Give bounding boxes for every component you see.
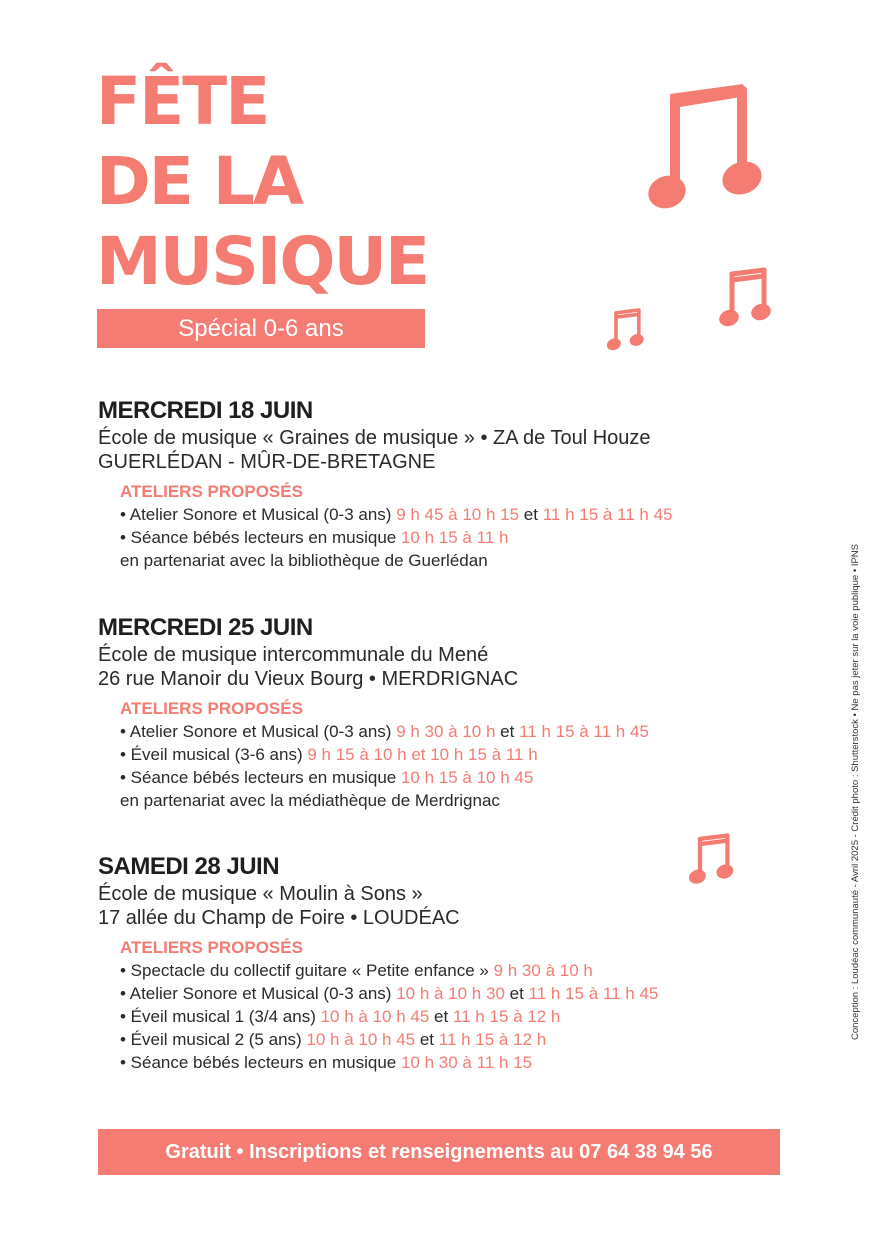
- partner-note: en partenariat avec la médiathèque de Merdrignac: [120, 791, 500, 810]
- workshop-list: [120, 480, 778, 572]
- workshop-item: • Éveil musical (3-6 ans) 9 h 15 à 10 h et 10 h 15 à 11 h: [120, 745, 538, 764]
- event-block: [98, 852, 778, 1074]
- partner-note: en partenariat avec la bibliothèque de Guerlédan: [120, 551, 488, 570]
- workshop-heading: ATELIERS PROPOSÉS: [120, 699, 303, 718]
- title-line-2: DE LA: [96, 143, 302, 220]
- event-location: GUERLÉDAN - MÛR-DE-BRETAGNE: [98, 451, 436, 473]
- subtitle-text: Spécial 0-6 ans: [178, 314, 344, 342]
- workshop-list: [120, 697, 778, 812]
- registration-banner: [98, 1129, 780, 1175]
- music-note-small-icon: [718, 266, 774, 330]
- subtitle-banner: [97, 309, 425, 348]
- workshop-list: [120, 936, 778, 1074]
- workshop-item: • Séance bébés lecteurs en musique 10 h 15 à 11 h: [120, 528, 509, 547]
- workshop-item: • Spectacle du collectif guitare « Petite enfance » 9 h 30 à 10 h: [120, 961, 593, 980]
- workshop-item: • Éveil musical 2 (5 ans) 10 h à 10 h 45 et 11 h 15 à 12 h: [120, 1030, 547, 1049]
- title-line-1: FÊTE: [96, 63, 269, 140]
- event-block: [98, 396, 778, 572]
- event-date: SAMEDI 28 JUIN: [98, 853, 280, 880]
- workshop-item: • Atelier Sonore et Musical (0-3 ans) 9 h 45 à 10 h 15 et 11 h 15 à 11 h 45: [120, 505, 673, 524]
- event-date: MERCREDI 18 JUIN: [98, 397, 313, 424]
- event-venue: École de musique intercommunale du Mené: [98, 644, 489, 666]
- event-location: 17 allée du Champ de Foire • LOUDÉAC: [98, 907, 460, 929]
- event-venue: École de musique « Moulin à Sons »: [98, 883, 423, 905]
- workshop-item: • Atelier Sonore et Musical (0-3 ans) 10 h à 10 h 30 et 11 h 15 à 11 h 45: [120, 984, 659, 1003]
- title-line-3: MUSIQUE: [96, 223, 429, 300]
- workshop-item: • Séance bébés lecteurs en musique 10 h 30 à 11 h 15: [120, 1053, 533, 1072]
- event-location: 26 rue Manoir du Vieux Bourg • MERDRIGNAC: [98, 668, 519, 690]
- event-block: [98, 613, 778, 812]
- workshop-item: • Atelier Sonore et Musical (0-3 ans) 9 h 30 à 10 h et 11 h 15 à 11 h 45: [120, 722, 649, 741]
- workshop-item: • Éveil musical 1 (3/4 ans) 10 h à 10 h 45 et 11 h 15 à 12 h: [120, 1007, 561, 1026]
- workshop-heading: ATELIERS PROPOSÉS: [120, 938, 303, 957]
- page-title: [96, 62, 428, 302]
- event-date: MERCREDI 25 JUIN: [98, 614, 313, 641]
- registration-text: Gratuit • Inscriptions et renseignements au 07 64 38 94 56: [165, 1140, 713, 1163]
- music-note-small-icon: [606, 307, 646, 353]
- workshop-heading: ATELIERS PROPOSÉS: [120, 482, 303, 501]
- workshop-item: • Séance bébés lecteurs en musique 10 h 15 à 10 h 45: [120, 768, 534, 787]
- music-note-large-icon: [648, 80, 768, 215]
- credits-text: Conception : Loudéac communauté - Avril 2025 - Crédit photo : Shutterstock • Ne pas jeter sur la voie publique • IPNS: [850, 544, 861, 1040]
- event-venue: École de musique « Graines de musique » • ZA de Toul Houze: [98, 427, 651, 449]
